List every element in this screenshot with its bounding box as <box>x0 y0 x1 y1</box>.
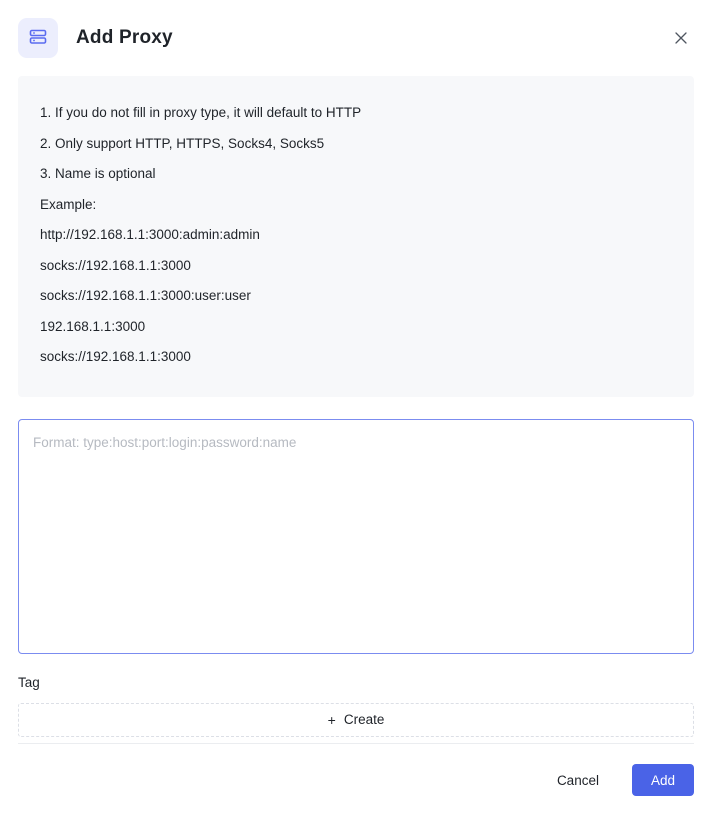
proxy-input-wrapper <box>18 419 694 659</box>
dialog-header <box>0 0 712 76</box>
instruction-line: 3. Name is optional <box>40 166 156 181</box>
close-icon[interactable] <box>670 27 692 49</box>
instruction-line: 2. Only support HTTP, HTTPS, Socks4, Socks5 <box>40 135 325 151</box>
proxy-list-icon <box>18 18 58 58</box>
example-heading: Example: <box>40 196 97 212</box>
add-button[interactable]: Add <box>632 764 694 796</box>
example-line: socks://192.168.1.1:3000 <box>40 349 191 364</box>
dialog-footer <box>0 744 712 816</box>
example-line: socks://192.168.1.1:3000:user:user <box>40 288 251 303</box>
example-line: http://192.168.1.1:3000:admin:admin <box>40 227 260 242</box>
page-title: Add Proxy <box>76 27 173 48</box>
cancel-button[interactable]: Cancel <box>538 764 618 796</box>
proxy-list-textarea[interactable] <box>18 419 694 654</box>
create-tag-button[interactable] <box>18 703 694 737</box>
tag-label: Tag <box>18 674 40 690</box>
instructions-panel <box>18 76 694 397</box>
plus-icon: + <box>327 711 336 728</box>
create-tag-label: Create <box>343 712 385 727</box>
example-line: 192.168.1.1:3000 <box>40 318 146 334</box>
example-line: socks://192.168.1.1:3000 <box>40 257 191 273</box>
dialog-body <box>0 76 712 743</box>
instruction-line: 1. If you do not fill in proxy type, it will default to HTTP <box>40 105 362 120</box>
